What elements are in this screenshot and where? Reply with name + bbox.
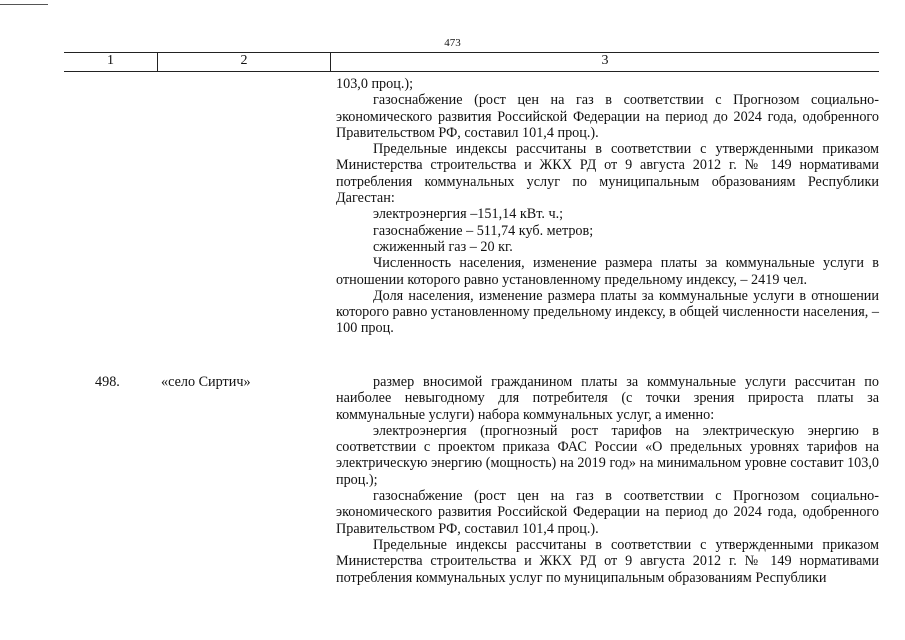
row-497-content (336, 76, 879, 337)
paragraph: 103,0 проц.); (336, 76, 414, 92)
page-number: 473 (444, 37, 461, 49)
paragraph: Предельные индексы рассчитаны в соответствии с утвержденными приказом Министерства строительства и ЖКХ РД от 9 августа 2012 г. № 149 нормативами потребления коммунальных услуг по муниципальным образованиям Республики (336, 536, 879, 586)
paragraph: газоснабжение (рост цен на газ в соответствии с Прогнозом социально-экономического развития Российской Федерации на период до 2024 года, одобренного Правительством РФ, составил 101,4 проц.). (336, 92, 879, 141)
municipality-name: «село Сиртич» (161, 374, 251, 390)
paragraph: электроэнергия –151,14 кВт. ч.; (373, 206, 564, 223)
paragraph: Численность населения, изменение размера платы за коммунальные услуги в отношении которого равно установленному предельному индексу, – 2419 чел. (336, 255, 879, 288)
corner-mark (0, 4, 48, 5)
header-bottom-rule (64, 71, 879, 72)
paragraph: Предельные индексы рассчитаны в соответствии с утвержденными приказом Министерства строительства и ЖКХ РД от 9 августа 2012 г. № 149 нормативами потребления коммунальных услуг по муниципальным образованиям Республики Дагестан: (336, 141, 879, 207)
row-number: 498. (95, 374, 120, 390)
paragraph: Доля населения, изменение размера платы за коммунальные услуги в отношении которого равно установленному предельному индексу, в общей численности населения, – 100 проц. (336, 287, 879, 337)
paragraph: размер вносимой гражданином платы за коммунальные услуги рассчитан по наиболее невыгодному для потребителя (с точки зрения прироста платы за коммунальные услуги) набора коммунальных услуг, а именно: (336, 374, 879, 423)
header-col-1: 1 (107, 53, 114, 68)
paragraph: сжиженный газ – 20 кг. (373, 238, 513, 255)
paragraph: газоснабжение (рост цен на газ в соответствии с Прогнозом социально-экономического развития Российской Федерации на период до 2024 года, одобренного Правительством РФ, составил 101,4 проц.). (336, 488, 879, 537)
row-498-content (336, 374, 879, 586)
paragraph: электроэнергия (прогнозный рост тарифов на электрическую энергию в соответствии с проектом приказа ФАС России «О предельных уровнях тарифов на электрическую энергию (мощность) на 2019 год» на минимальном уровне составит 103,0 проц.); (336, 422, 879, 488)
header-col-3: 3 (601, 53, 609, 68)
header-col-2: 2 (240, 53, 248, 68)
paragraph: газоснабжение – 511,74 куб. метров; (373, 222, 594, 239)
